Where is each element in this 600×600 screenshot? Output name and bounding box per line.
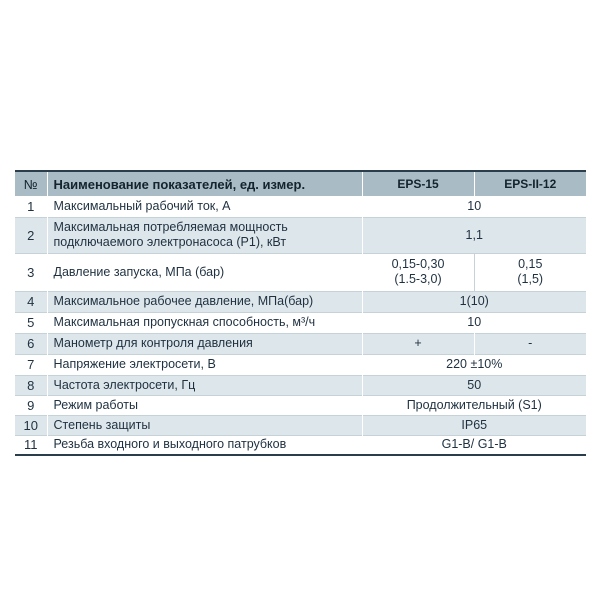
row-name: Частота электросети, Гц	[47, 375, 362, 395]
table-row	[15, 196, 586, 217]
row-value-eps-15: +	[362, 333, 474, 354]
row-num: 8	[27, 377, 35, 393]
row-value-eps-ii-12	[474, 253, 586, 291]
row-value: Продолжительный (S1)	[362, 395, 586, 415]
row-value: 1(10)	[362, 291, 586, 312]
row-value: 1,1	[362, 217, 586, 253]
row-num: 5	[27, 315, 35, 330]
row-value: 10	[362, 312, 586, 333]
row-name: Манометр для контроля давления	[47, 333, 362, 354]
header-num: №	[23, 176, 38, 192]
row-name	[47, 217, 362, 253]
row-name: Максимальная пропускная способность, м³/ч	[47, 312, 362, 333]
row-name: Режим работы	[47, 395, 362, 415]
row-num: 2	[27, 227, 35, 243]
table-row	[15, 253, 586, 291]
row-value: 220 ±10%	[362, 354, 586, 375]
header-model-eps-15: EPS-15	[362, 171, 474, 196]
table-row	[15, 312, 586, 333]
row-num: 3	[27, 264, 35, 280]
row-value-eps-ii-12: -	[474, 333, 586, 354]
row-name: Максимальный рабочий ток, А	[47, 196, 362, 217]
row-num: 7	[27, 357, 35, 372]
row-num: 10	[23, 417, 38, 433]
row-num: 6	[27, 336, 35, 351]
table-row	[15, 395, 586, 415]
table-row	[15, 375, 586, 395]
row-name-line: подключаемого электронасоса (Р1), кВт	[53, 235, 287, 249]
header-name: Наименование показателей, ед. измер.	[47, 171, 362, 196]
row-num: 11	[24, 437, 38, 453]
row-name: Резьба входного и выходного патрубков	[47, 435, 362, 455]
table-row	[15, 333, 586, 354]
table-row	[15, 291, 586, 312]
table-row	[15, 354, 586, 375]
row-value: 10	[362, 196, 586, 217]
row-value: 50	[362, 375, 586, 395]
header-model-eps-ii-12: EPS-II-12	[474, 171, 586, 196]
row-num: 1	[27, 198, 35, 214]
spec-table	[15, 170, 586, 456]
value-line: 0,15	[518, 257, 543, 271]
table-row	[15, 435, 586, 455]
row-name: Максимальное рабочее давление, МПа(бар)	[47, 291, 362, 312]
row-name-line: Максимальная потребляемая мощность	[53, 220, 288, 234]
row-num: 4	[27, 294, 35, 309]
value-line: (1,5)	[517, 272, 544, 286]
row-name: Давление запуска, МПа (бар)	[47, 253, 362, 291]
value-line: 0,15-0,30	[391, 257, 445, 271]
table-row	[15, 217, 586, 253]
row-name: Напряжение электросети, В	[47, 354, 362, 375]
table-row	[15, 415, 586, 435]
table-header-row	[15, 171, 586, 196]
row-value-eps-15	[362, 253, 474, 291]
row-value: G1-B/ G1-B	[362, 435, 586, 455]
value-line: (1.5-3,0)	[394, 272, 442, 286]
row-value: IP65	[362, 415, 586, 435]
row-num: 9	[27, 397, 35, 413]
row-name: Степень защиты	[47, 415, 362, 435]
